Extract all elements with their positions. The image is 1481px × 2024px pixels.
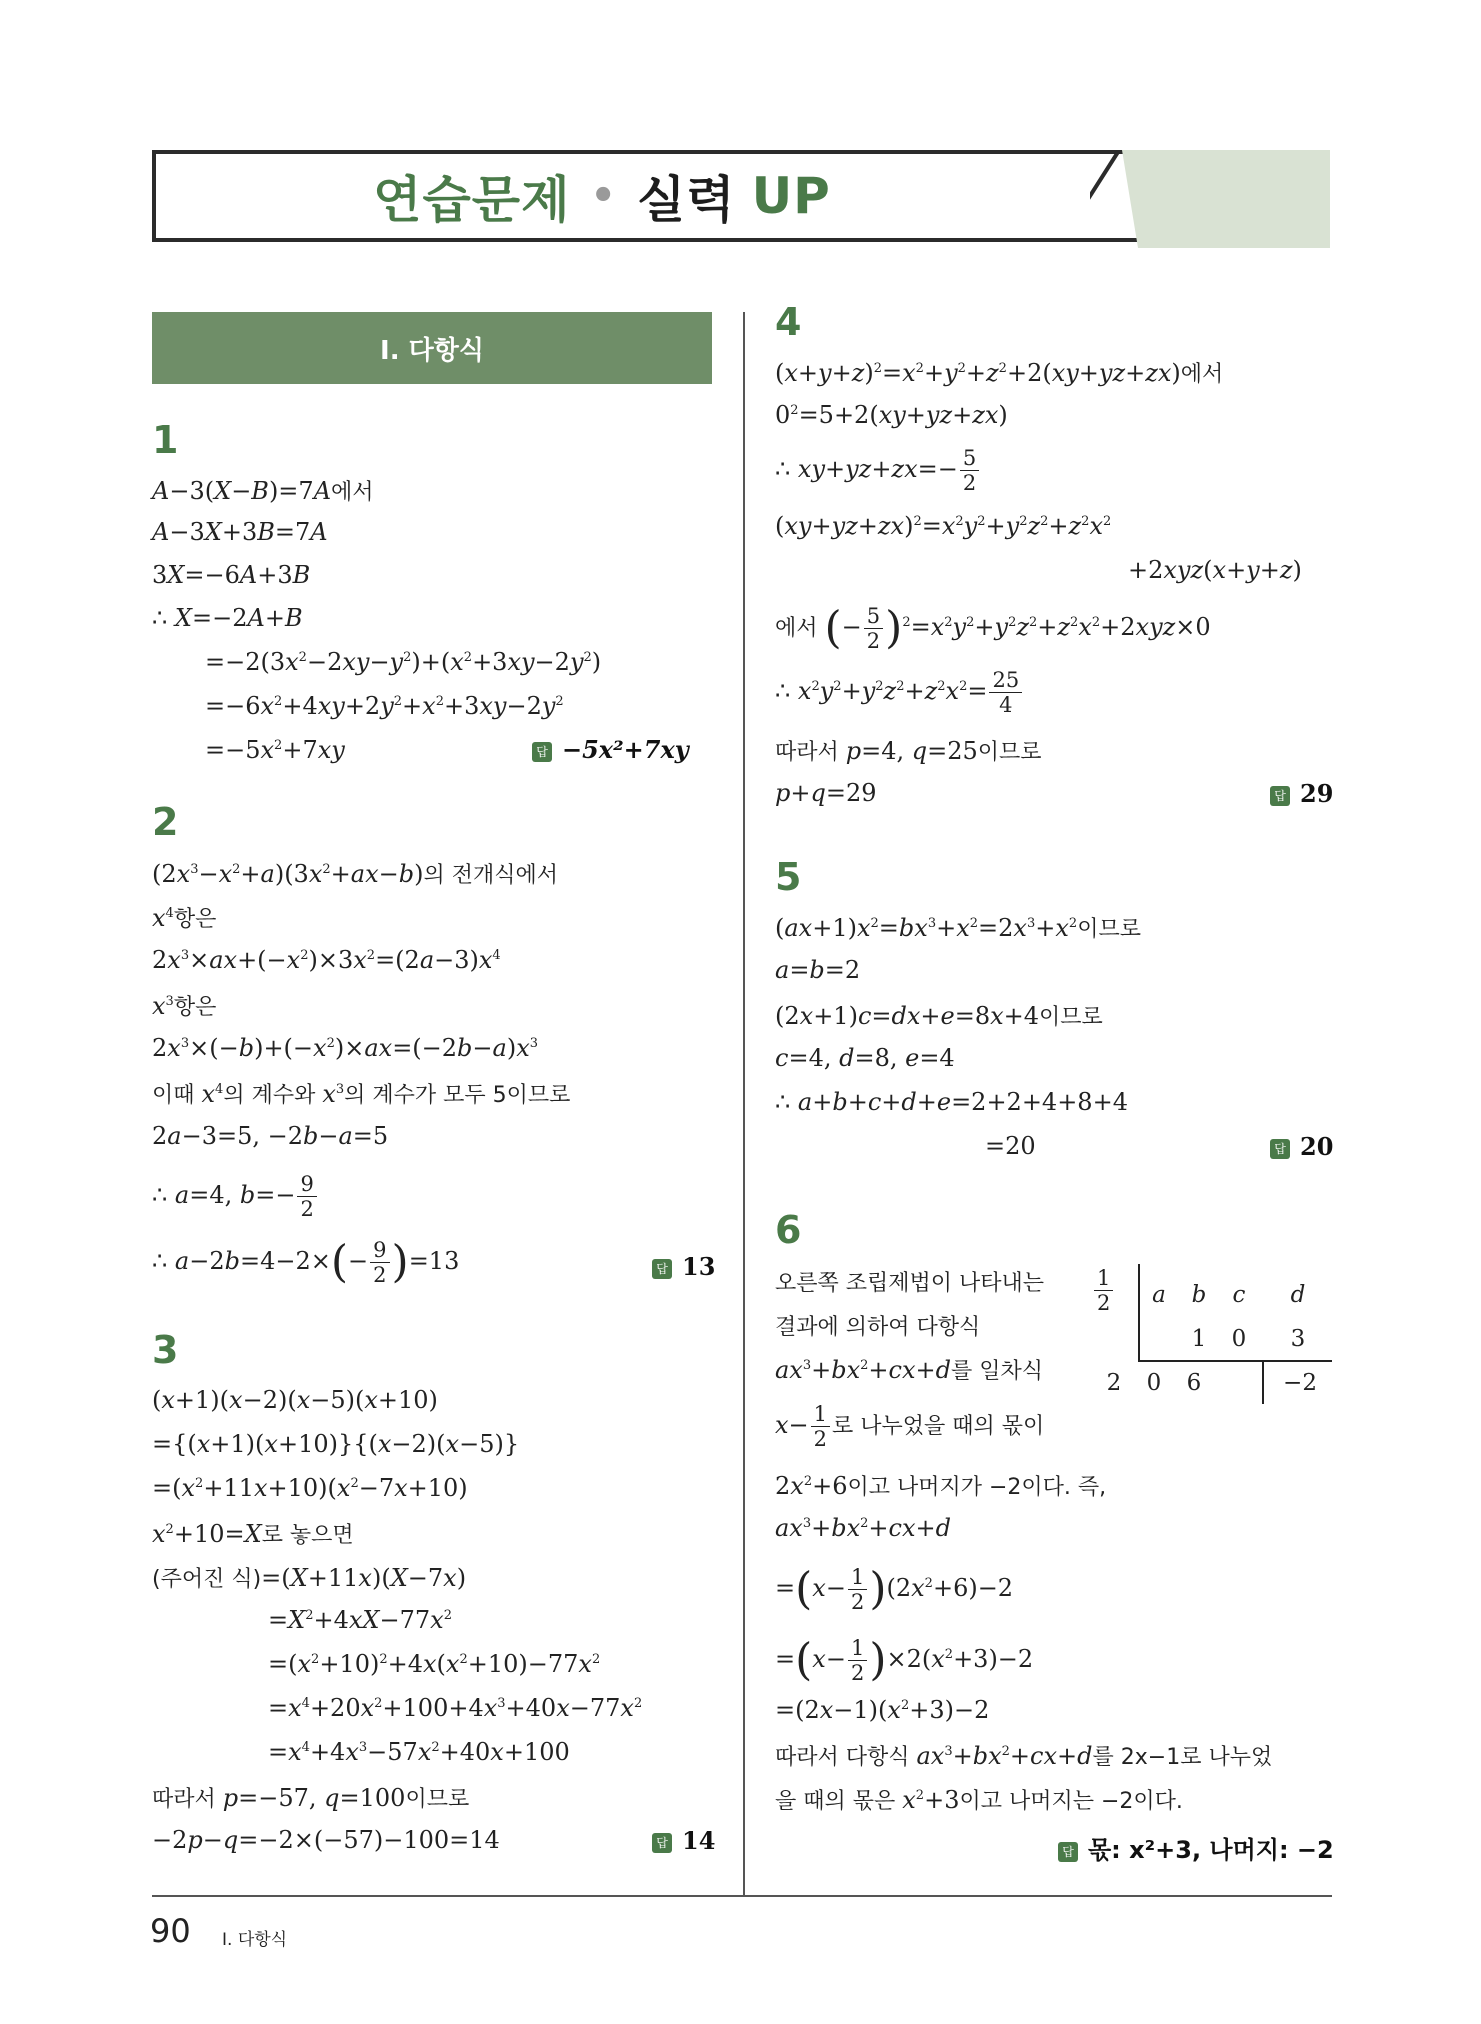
math-line: =(x− $\frac{1}{2}$ )$\times 2(x^2+3)-2$ — [775, 1634, 1034, 1686]
math-line: $(2x^3-x^2+a)(3x^2+ax-b)$의 전개식에서 — [152, 860, 558, 888]
math-line: $(xy+yz+zx)^2=x^2y^2+y^2z^2+z^2x^2$ — [775, 512, 1112, 540]
math-line: $(x+y+z)^2=x^2+y^2+z^2+2(xy+yz+zx)$에서 — [775, 359, 1224, 387]
answer-icon: 답 — [1270, 786, 1290, 806]
title-dot: • — [590, 173, 617, 219]
math-line: 따라서 다항식 $ax^3+bx^2+cx+d$를 2x−1로 나누었 — [775, 1742, 1273, 1770]
math-line: (주어진 식)=(X+11x)(X−7x) — [152, 1564, 467, 1592]
answer-4: 답 29 — [1270, 779, 1333, 808]
math-line: 을 때의 몫은 $x^2+3$이고 나머지는 −2이다. — [775, 1786, 1183, 1814]
text-line: 오른쪽 조립제법이 나타내는 — [775, 1271, 1045, 1296]
section-bar — [152, 312, 712, 384]
title-up: UP — [751, 167, 831, 225]
res-3: 6 — [1186, 1370, 1202, 1396]
column-divider — [743, 312, 745, 1897]
answer-2: 답 13 — [652, 1252, 715, 1281]
problem-number: 5 — [775, 855, 802, 899]
math-line: $(ax+1)x^2=bx^3+x^2=2x^3+x^2$이므로 — [775, 914, 1141, 942]
answer-icon: 답 — [652, 1833, 672, 1853]
math-line: ={(x+1)(x+10)}{(x−2)(x−5)} — [152, 1430, 520, 1458]
math-line: $ax^3+bx^2+cx+d$를 일차식 — [775, 1356, 1044, 1384]
math-line: =(x− $\frac{1}{2}$ )$(2x^2+6)-2$ — [775, 1563, 1014, 1615]
math-line: (2x+1)c=dx+e=8x+4이므로 — [775, 1002, 1103, 1030]
answer-5: 답 20 — [1270, 1132, 1333, 1161]
text-line: 결과에 의하여 다항식 — [775, 1315, 981, 1340]
divisor: 1 2 — [1094, 1266, 1113, 1315]
answer-icon: 답 — [532, 742, 552, 762]
math-line: $=x^4+4x^3-57x^2+40x+100$ — [268, 1738, 570, 1766]
header-decoration — [1090, 150, 1330, 250]
math-line: −2p−q=−2×(−57)−100=14 — [152, 1826, 500, 1854]
math-line: A−3(X−B)=7A에서 — [152, 477, 374, 505]
title-part1: 연습문제 — [373, 171, 571, 229]
problem-number: 2 — [152, 800, 179, 844]
problem-number: 6 — [775, 1208, 802, 1252]
math-line: 따라서 p=−57, q=100이므로 — [152, 1784, 470, 1812]
math-line: ∴ a=4, b=− $\frac{9}{2}$ — [152, 1172, 319, 1221]
section-label: Ⅰ. 다항식 — [380, 335, 484, 366]
footer-section: Ⅰ. 다항식 — [222, 1930, 288, 1950]
math-line: ∴ $x^2y^2+y^2z^2+z^2x^2=$ $\frac{25}{4}$ — [775, 668, 1024, 717]
math-line: ∴ a+b+c+d+e=2+2+4+8+4 — [775, 1088, 1128, 1116]
answer-icon: 답 — [1270, 1139, 1290, 1159]
math-line: 이때 $x^4$의 계수와 $x^3$의 계수가 모두 5이므로 — [152, 1080, 571, 1108]
math-line: (x+1)(x−2)(x−5)(x+10) — [152, 1386, 438, 1414]
coef-c: c — [1232, 1282, 1246, 1308]
coef-d: d — [1290, 1282, 1306, 1308]
math-line: $2x^2+6$이고 나머지가 −2이다. 즉, — [775, 1472, 1107, 1500]
math-line: 3X=−6A+3B — [152, 561, 311, 589]
math-line: $=X^2+4xX-77x^2$ — [268, 1606, 452, 1634]
math-line: $=(x^2+10)^2+4x(x^2+10)-77x^2$ — [268, 1650, 601, 1678]
res-1: 2 — [1106, 1370, 1122, 1396]
math-line: $=-6x^2+4xy+2y^2+x^2+3xy-2y^2$ — [205, 692, 564, 720]
problem-number: 1 — [152, 418, 179, 462]
title-part2: 실력 — [636, 171, 736, 229]
mid-2: 0 — [1231, 1326, 1247, 1352]
page-title — [152, 150, 1052, 242]
math-line: $2x^3\times(-b)+(-x^2)\times ax=(-2b-a)x^3$ — [152, 1034, 539, 1062]
math-line: 에서 (− $\frac{5}{2}$ )$^2=x^2y^2+y^2z^2+z^2x^2+2xyz\times 0$ — [775, 602, 1211, 654]
answer-icon: 답 — [1058, 1842, 1078, 1862]
math-line: $0^2=5+2(xy+yz+zx)$ — [775, 401, 1008, 429]
math-line: +2xyz(x+y+z) — [1128, 556, 1302, 584]
math-line: $=-2(3x^2-2xy-y^2)+(x^2+3xy-2y^2)$ — [205, 648, 602, 676]
math-line: ∴ a−2b=4−2×(− $\frac{9}{2}$ )=13 — [152, 1236, 460, 1288]
coef-b: b — [1191, 1282, 1207, 1308]
math-line: $x^4$항은 — [152, 904, 217, 932]
math-line: $2x^3\times ax+(-x^2)\times 3x^2=(2a-3)x^4$ — [152, 946, 501, 974]
math-line: $x^3$항은 — [152, 992, 217, 1020]
math-line: 따라서 p=4, q=25이므로 — [775, 737, 1042, 765]
math-line: $=(x^2+11x+10)(x^2-7x+10)$ — [152, 1474, 468, 1502]
mid-1: 1 — [1191, 1326, 1207, 1352]
math-line: ∴ xy+yz+zx=− $\frac{5}{2}$ — [775, 446, 981, 495]
answer-3: 답 14 — [652, 1826, 715, 1855]
math-line: $x^2+10=X$로 놓으면 — [152, 1520, 354, 1548]
math-line: $ax^3+bx^2+cx+d$ — [775, 1514, 951, 1542]
answer-1: 답 −5x²+7xy — [532, 735, 689, 764]
answer-icon: 답 — [652, 1259, 672, 1279]
problem-number: 3 — [152, 1328, 179, 1372]
res-2: 0 — [1146, 1370, 1162, 1396]
math-line: A−3X+3B=7A — [152, 518, 328, 546]
math-line: $=-5x^2+7xy$ — [205, 736, 345, 764]
page-number: 90 — [150, 1912, 191, 1950]
math-line: p+q=29 — [775, 779, 877, 807]
synthetic-division-table — [1092, 1260, 1332, 1410]
math-line: 2a−3=5, −2b−a=5 — [152, 1122, 389, 1150]
problem-number: 4 — [775, 300, 802, 344]
math-line: =20 — [985, 1132, 1036, 1160]
math-line: $=x^4+20x^2+100+4x^3+40x-77x^2$ — [268, 1694, 643, 1722]
math-line: c=4, d=8, e=4 — [775, 1044, 955, 1072]
math-line: ∴ X=−2A+B — [152, 604, 303, 632]
coef-a: a — [1152, 1282, 1166, 1308]
answer-6: 답 몫: x²+3, 나머지: −2 — [1058, 1830, 1334, 1865]
remainder: −2 — [1283, 1370, 1317, 1396]
math-line: a=b=2 — [775, 956, 861, 984]
math-line: $=(2x-1)(x^2+3)-2$ — [775, 1696, 990, 1724]
mid-3: 3 — [1290, 1326, 1306, 1352]
footer-rule — [152, 1895, 1332, 1897]
math-line: x− $\frac{1}{2}$ 로 나누었을 때의 몫이 — [775, 1402, 1045, 1451]
